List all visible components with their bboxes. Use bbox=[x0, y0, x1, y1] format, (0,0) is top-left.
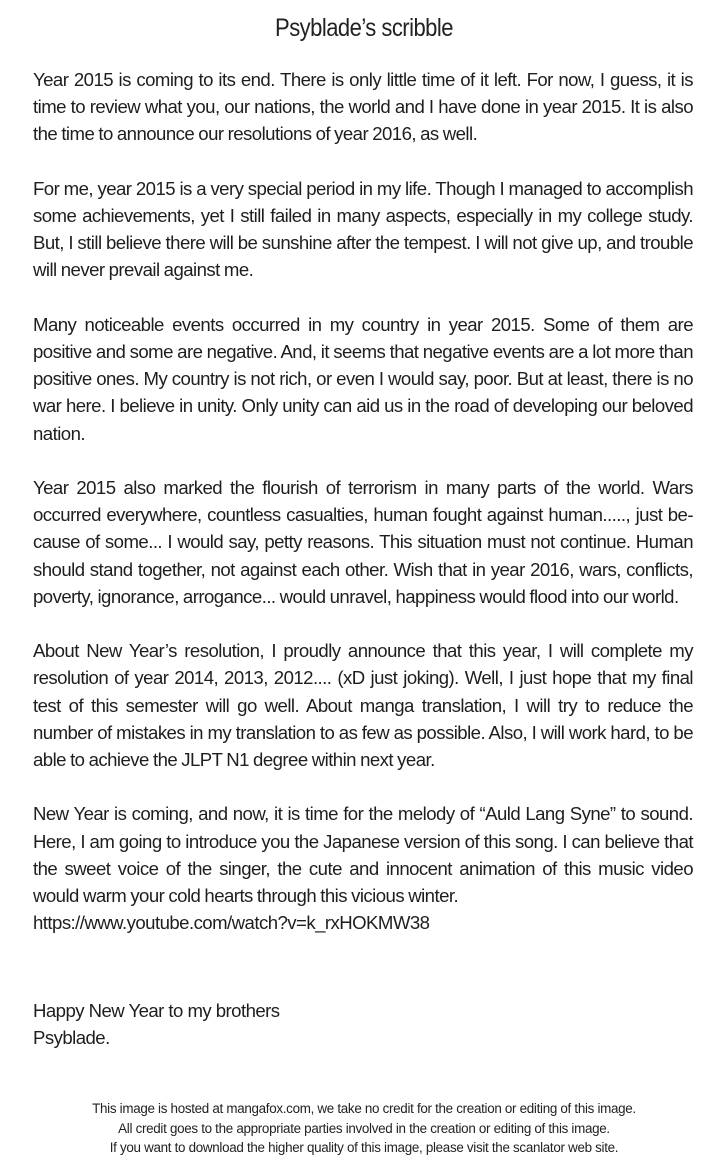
page-title: Psyblade’s scribble bbox=[275, 14, 453, 42]
paragraph-world: Year 2015 also marked the flourish of terrorism in many parts of the world. Wars occurred everywhere, countless casualties, human fought against human....., just be-cause of some... I would say, petty reasons. This situation must not continue. Human should stand together, not against each other. Wish that in year 2016, wars, conflicts, poverty, ignorance, arrogance... would unravel, happiness would flood into our world. bbox=[33, 477, 693, 607]
closing bbox=[33, 997, 280, 1051]
letter-body bbox=[33, 66, 693, 936]
paragraph-song-text: New Year is coming, and now, it is time for the melody of “Auld Lang Syne” to sound. Here, I am going to introduce you the Japanese version of this song. I can believe that the sweet voice of the singer, the cute and innocent animation of this music video would warm your cold hearts through this vicious winter. bbox=[33, 803, 693, 907]
disclaimer-line: If you want to download the higher quality of this image, please visit the scanlator web site. bbox=[109, 1140, 619, 1156]
paragraph-country: Many noticeable events occurred in my country in year 2015. Some of them are positive and some are negative. And, it seems that negative events are a lot more than positive ones. My country is not rich, or even I would say, poor. But at least, there is no war here. I believe in unity. Only unity can aid us in the road of developing our beloved nation. bbox=[33, 313, 693, 444]
youtube-link[interactable]: https://www.youtube.com/watch?v=k_rxHOKMW38 bbox=[33, 912, 430, 934]
disclaimer-line: This image is hosted at mangafox.com, we take no credit for the creation or editing of this image. bbox=[92, 1101, 636, 1116]
closing-signature: Psyblade. bbox=[33, 1027, 110, 1049]
paragraph-intro: Year 2015 is coming to its end. There is only little time of it left. For now, I guess, it is time to review what you, our nations, the world and I have done in year 2015. It is also the time to announce our resolutions of year 2016, as well. bbox=[33, 69, 693, 145]
hosting-disclaimer bbox=[0, 1099, 728, 1158]
paragraph-resolution: About New Year’s resolution, I proudly announce that this year, I will complete my resolution of year 2014, 2013, 2012.... (xD just joking). Well, I just hope that my final test of this semester will go well. About manga translation, I will try to reduce the number of mistakes in my translation to as few as possible. Also, I will work hard, to be able to achieve the JLPT N1 degree within next year. bbox=[33, 640, 693, 771]
closing-greeting: Happy New Year to my brothers bbox=[33, 1000, 280, 1021]
paragraph-song bbox=[33, 800, 693, 936]
disclaimer-line: All credit goes to the appropriate parties involved in the creation or editing of this image. bbox=[118, 1120, 610, 1136]
paragraph-personal: For me, year 2015 is a very special period in my life. Though I managed to accomplish some achievements, yet I still failed in many aspects, especially in my college study. But, I still believe there will be sunshine after the tempest. I will not give up, and trouble will never prevail against me. bbox=[33, 177, 693, 281]
